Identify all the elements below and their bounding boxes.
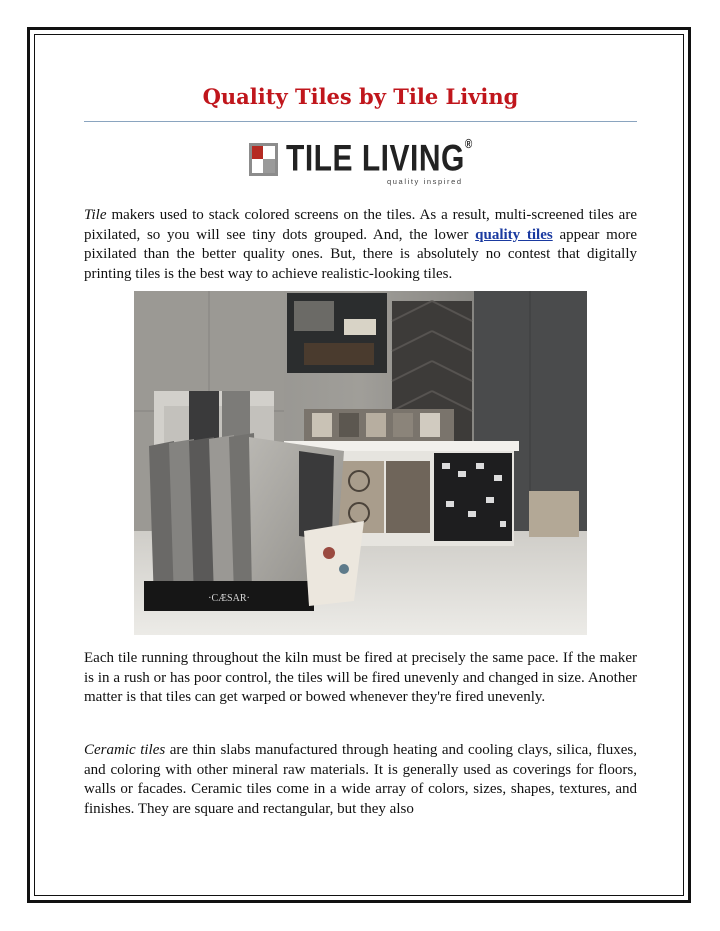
paragraph-ceramic-tiles: Ceramic tiles are thin slabs manufactured through heating and cooling clays, silica, fluxes, and coloring with other mineral raw materials. It is generally used as coverings for floors, walls or facades. Ceramic tiles come in a wide array of colors, sizes, shapes, textures, and finishes. They are square and rectangular, but they also — [84, 742, 638, 817]
rack-brand-label: ·CÆSAR· — [208, 593, 250, 604]
quality-tiles-link[interactable]: quality tiles — [475, 226, 553, 243]
paragraph-digital-printing: Tile makers used to stack colored screens on the tiles. As a result, multi-screened tiles are pixilated, so you will see tiny dots grouped. And, the lower quality tiles appear more pixilated than the better quality ones. But, there is absolutely no contest that digitally printing tiles is the best way to achieve realistic-looking tiles. — [84, 207, 637, 282]
logo-mark-icon — [249, 143, 278, 176]
paragraph-lead-ceramic-tiles: Ceramic tiles — [84, 742, 166, 758]
logo-tagline: quality inspired — [387, 177, 463, 186]
paragraph-lead-tile: Tile — [84, 207, 107, 223]
logo-registered-mark: ® — [464, 138, 473, 152]
tile-living-logo — [249, 138, 473, 188]
page-title: Quality Tiles by Tile Living — [202, 84, 519, 109]
paragraph-kiln-firing: Each tile running throughout the kiln must be fired at precisely the same pace. If the maker is in a rush or has poor control, the tiles will be fired unevenly and changed in size. Another matter is that tiles can get warped or bowed whenever they're fired unevenly. — [84, 650, 637, 705]
title-divider — [84, 121, 637, 122]
logo-wordmark: TILE LIVING® — [286, 138, 473, 180]
showroom-photo — [134, 291, 587, 635]
